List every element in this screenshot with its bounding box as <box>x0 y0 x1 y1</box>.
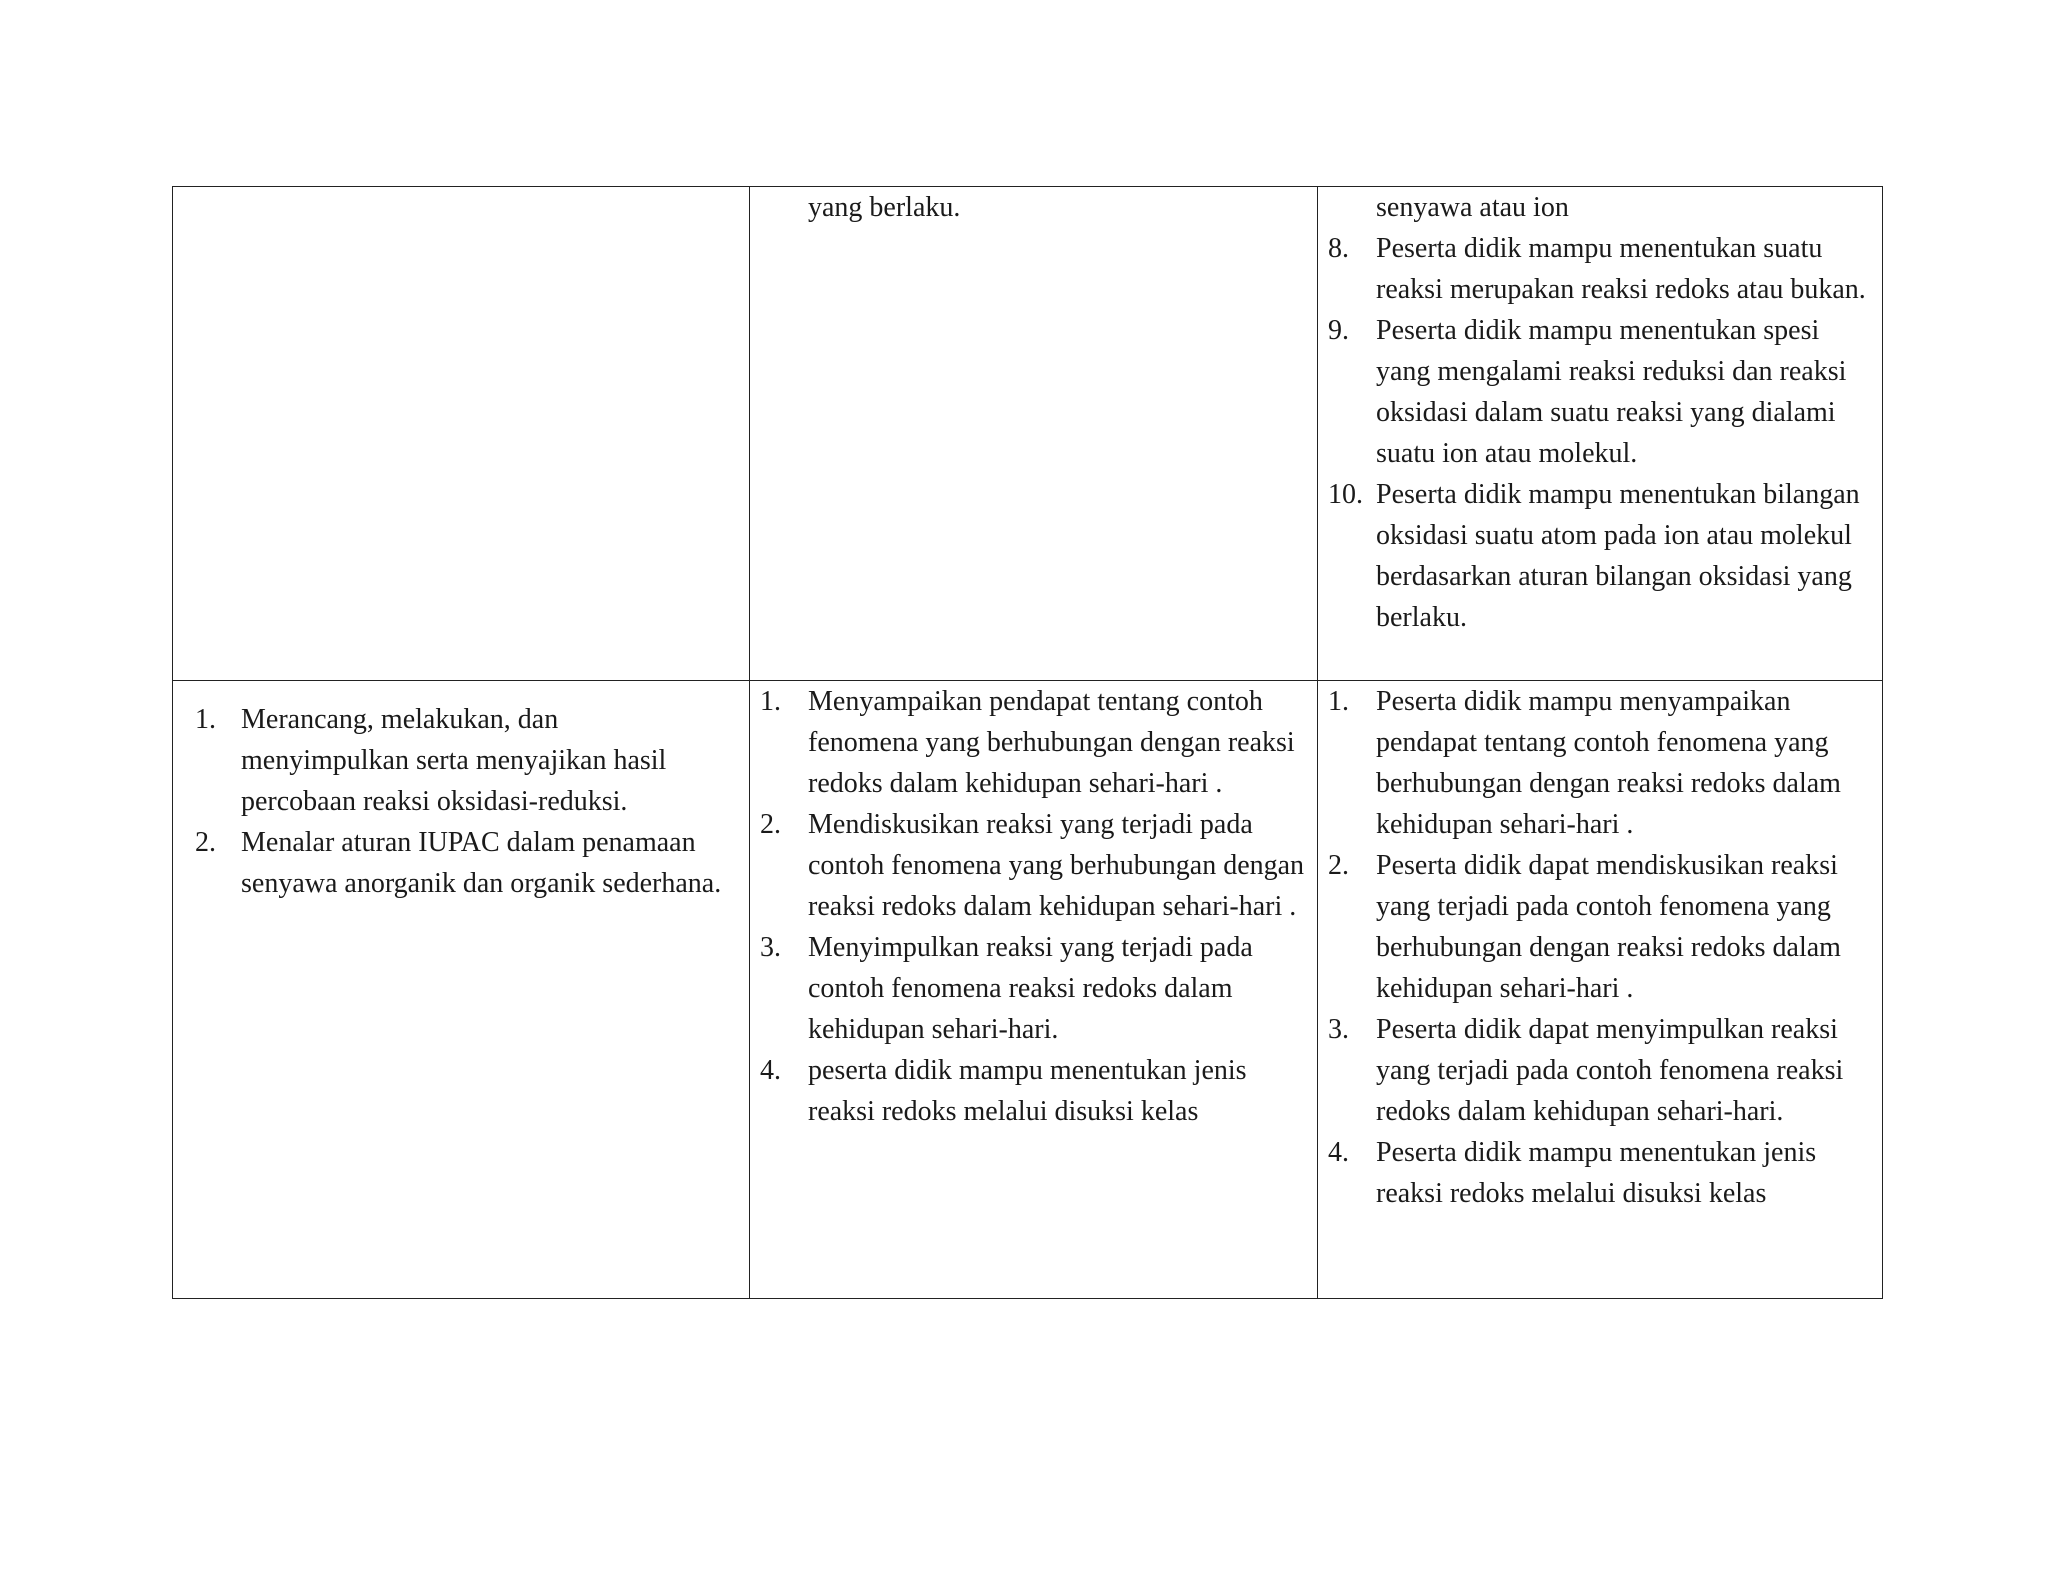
list-number: 2. <box>1328 850 1349 881</box>
numbered-list <box>1328 228 1872 638</box>
numbered-list <box>760 681 1307 1132</box>
cell-content <box>1318 681 1882 1214</box>
list-text: Peserta didik dapat mendiskusikan reaksi yang terjadi pada contoh fenomena yang berhubungan dengan reaksi redoks dalam kehidupan sehari-hari . <box>1376 850 1841 1004</box>
table-cell-objective <box>1318 681 1883 1299</box>
list-text: Peserta didik mampu menentukan jenis reaksi redoks melalui disuksi kelas <box>1376 1137 1817 1209</box>
list-item <box>1328 1132 1872 1214</box>
list-item <box>760 927 1307 1050</box>
table-cell-objective <box>1318 187 1883 681</box>
list-item <box>1328 845 1872 1009</box>
cell-content <box>173 681 749 904</box>
list-item <box>1328 681 1872 845</box>
list-text: Peserta didik dapat menyimpulkan reaksi yang terjadi pada contoh fenomena reaksi redoks dalam kehidupan sehari-hari. <box>1376 1014 1844 1127</box>
continuation-text: senyawa atau ion <box>1376 192 1569 223</box>
list-text: Menalar aturan IUPAC dalam penamaan senyawa anorganik dan organik sederhana. <box>241 827 722 899</box>
table-cell-competency <box>173 187 750 681</box>
list-item <box>1328 1009 1872 1132</box>
list-text: Merancang, melakukan, dan menyimpulkan serta menyajikan hasil percobaan reaksi oksidasi-reduksi. <box>241 704 667 817</box>
list-item <box>760 681 1307 804</box>
list-item <box>195 699 727 822</box>
learning-objectives-table <box>172 186 1883 1299</box>
list-item <box>195 822 727 904</box>
list-text: Mendiskusikan reaksi yang terjadi pada contoh fenomena yang berhubungan dengan reaksi redoks dalam kehidupan sehari-hari . <box>808 809 1305 922</box>
list-item <box>760 1050 1307 1132</box>
table-row <box>173 187 1883 681</box>
list-item <box>1328 474 1872 638</box>
list-text: Peserta didik mampu menentukan suatu reaksi merupakan reaksi redoks atau bukan. <box>1376 233 1866 305</box>
table-cell-indicator <box>750 187 1318 681</box>
cell-content <box>750 187 1317 228</box>
list-number: 1. <box>1328 686 1349 717</box>
list-text: Menyimpulkan reaksi yang terjadi pada contoh fenomena reaksi redoks dalam kehidupan sehari-hari. <box>808 932 1253 1045</box>
table-row <box>173 681 1883 1299</box>
cell-content <box>750 681 1317 1132</box>
list-item <box>1328 228 1872 310</box>
list-item <box>1328 310 1872 474</box>
list-number: 3. <box>1328 1014 1349 1045</box>
table-cell-competency <box>173 681 750 1299</box>
list-text: Peserta didik mampu menentukan spesi yang mengalami reaksi reduksi dan reaksi oksidasi dalam suatu reaksi yang dialami suatu ion atau molekul. <box>1376 315 1847 469</box>
list-text: Peserta didik mampu menyampaikan pendapat tentang contoh fenomena yang berhubungan dengan reaksi redoks dalam kehidupan sehari-hari . <box>1376 686 1841 840</box>
table-cell-indicator <box>750 681 1318 1299</box>
list-number: 3. <box>760 932 781 963</box>
list-number: 9. <box>1328 315 1349 346</box>
list-text: Peserta didik mampu menentukan bilangan oksidasi suatu atom pada ion atau molekul berdasarkan aturan bilangan oksidasi yang berlaku. <box>1376 479 1860 633</box>
list-number: 2. <box>760 809 781 840</box>
list-number: 1. <box>760 686 781 717</box>
list-text: peserta didik mampu menentukan jenis reaksi redoks melalui disuksi kelas <box>808 1055 1247 1127</box>
cell-content <box>1318 187 1882 638</box>
list-text: Menyampaikan pendapat tentang contoh fenomena yang berhubungan dengan reaksi redoks dalam kehidupan sehari-hari . <box>808 686 1295 799</box>
list-item <box>760 804 1307 927</box>
empty-cell <box>173 187 749 205</box>
numbered-list <box>195 699 727 904</box>
numbered-list <box>1328 681 1872 1214</box>
list-number: 10. <box>1328 479 1363 510</box>
continuation-text: yang berlaku. <box>808 192 961 223</box>
list-number: 4. <box>760 1055 781 1086</box>
list-number: 2. <box>195 827 216 858</box>
list-number: 4. <box>1328 1137 1349 1168</box>
list-number: 8. <box>1328 233 1349 264</box>
list-number: 1. <box>195 704 216 735</box>
